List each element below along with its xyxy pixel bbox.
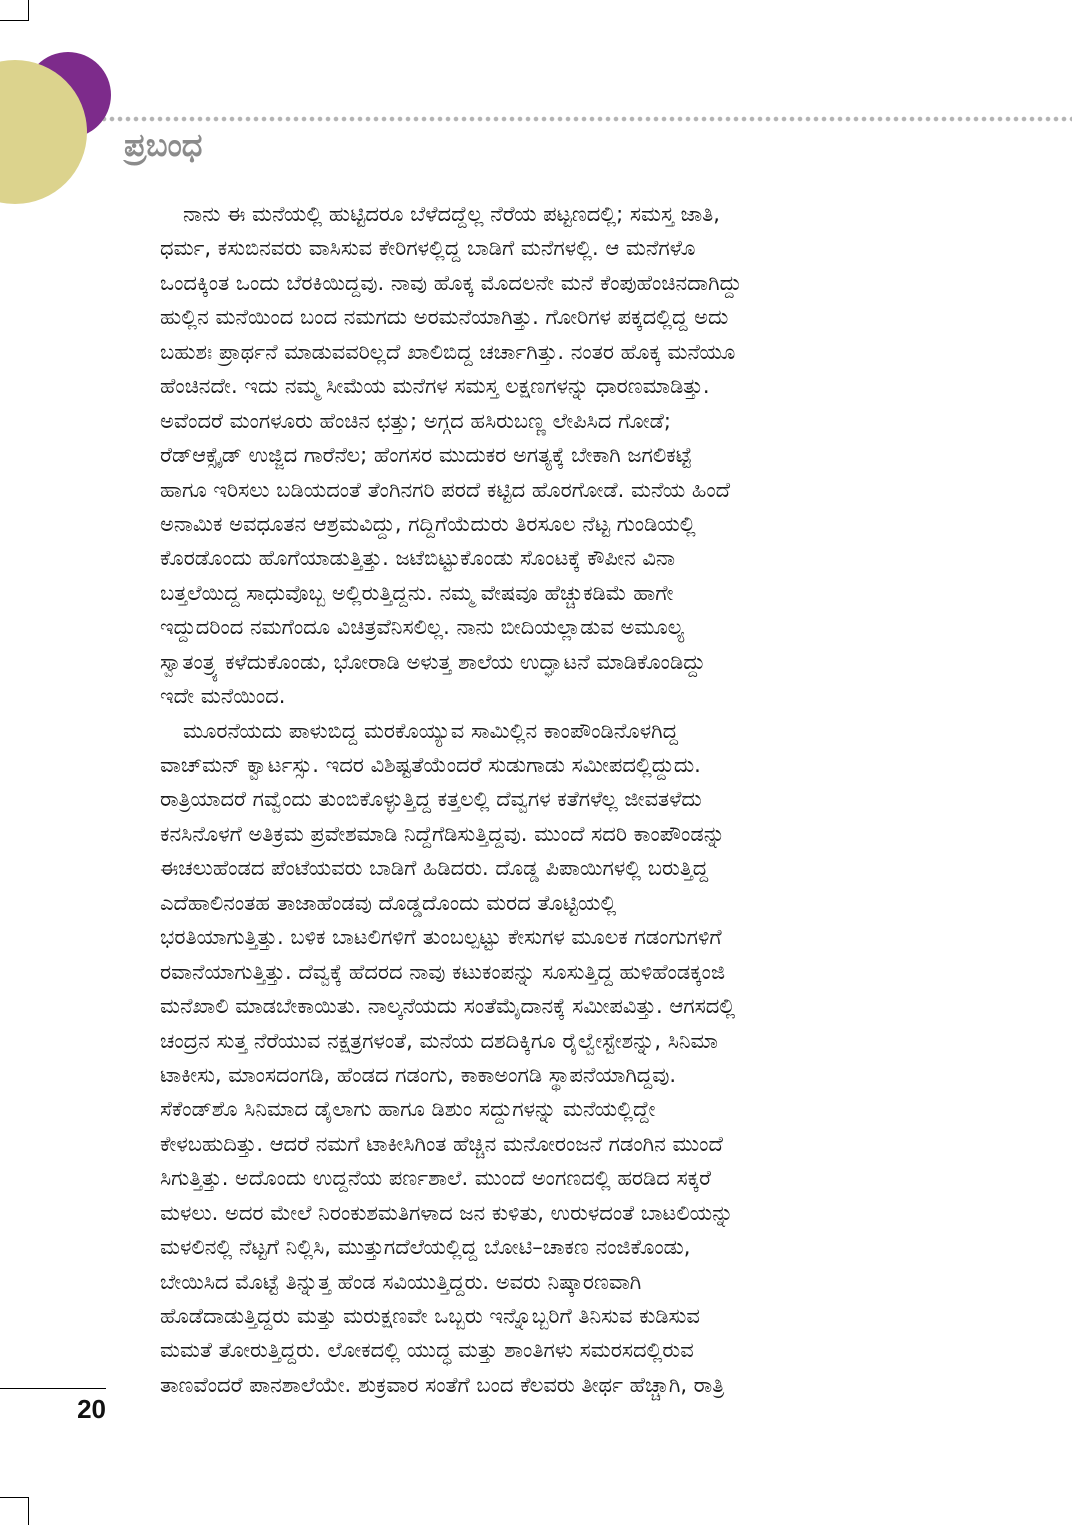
text-line: ರಾತ್ರಿಯಾದರೆ ಗವ್ವೆಂದು ತುಂಬಿಕೊಳ್ಳುತ್ತಿದ್ದ ಕತ್ತಲಲ್ಲಿ ದೆವ್ವಗಳ ಕತೆಗಳೆಲ್ಲ ಜೀವತಳೆದು (160, 787, 702, 812)
text-line: ಅವೆಂದರೆ ಮಂಗಳೂರು ಹೆಂಚಿನ ಛತ್ತು; ಅಗ್ಗದ ಹಸಿರುಬಣ್ಣ ಲೇಪಿಸಿದ ಗೋಡೆ; (160, 408, 671, 433)
text-line: ಇದೇ ಮನೆಯಿಂದ. (160, 684, 286, 709)
crop-mark-bottom-left (0, 1497, 29, 1498)
body-text (160, 197, 895, 1402)
text-line: ಮಳಲು. ಅದರ ಮೇಲೆ ನಿರಂಕುಶಮತಿಗಳಾದ ಜನ ಕುಳಿತು, ಉರುಳದಂತೆ ಬಾಟಲಿಯನ್ನು (160, 1200, 734, 1225)
text-line: ಬೇಯಿಸಿದ ಮೊಟ್ಟೆ ತಿನ್ನುತ್ತ ಹೆಂಡ ಸವಿಯುತ್ತಿದ್ದರು. ಅವರು ನಿಷ್ಕಾರಣವಾಗಿ (160, 1269, 642, 1294)
text-line: ಕೊರಡೊಂದು ಹೊಗೆಯಾಡುತ್ತಿತ್ತು. ಜಟೆಬಿಟ್ಟುಕೊಂಡು ಸೊಂಟಕ್ಕೆ ಕೌಪೀನ ವಿನಾ (160, 546, 676, 571)
crop-mark-bottom-left (28, 1497, 29, 1525)
text-line: ರೆಡ್‌ಆಕ್ಸೈಡ್ ಉಜ್ಜಿದ ಗಾರೆನೆಲ; ಹೆಂಗಸರ ಮುದುಕರ ಅಗತ್ಯಕ್ಕೆ ಬೇಕಾಗಿ ಜಗಲಿಕಟ್ಟೆ (160, 443, 692, 468)
text-line: ಸೆಕೆಂಡ್‌ಶೊ ಸಿನಿಮಾದ ಡೈಲಾಗು ಹಾಗೂ ಡಿಶುಂ ಸದ್ದುಗಳನ್ನು ಮನೆಯಲ್ಲಿದ್ದೇ (160, 1097, 656, 1122)
text-line: ನಾನು ಈ ಮನೆಯಲ್ಲಿ ಹುಟ್ಟಿದರೂ ಬೆಳೆದದ್ದೆಲ್ಲ ನೆರೆಯ ಪಟ್ಟಣದಲ್ಲಿ; ಸಮಸ್ತ ಜಾತಿ, (183, 202, 720, 226)
text-line: ಸಿಗುತ್ತಿತ್ತು. ಅದೊಂದು ಉದ್ದನೆಯ ಪರ್ಣಶಾಲೆ. ಮುಂದೆ ಅಂಗಣದಲ್ಲಿ ಹರಡಿದ ಸಕ್ಕರೆ (160, 1166, 712, 1191)
text-line: ಹಾಗೂ ಇರಿಸಲು ಬಡಿಯದಂತೆ ತೆಂಗಿನಗರಿ ಪರದೆ ಕಟ್ಟಿದ ಹೊರಗೋಡೆ. ಮನೆಯ ಹಿಂದೆ (160, 477, 731, 502)
text-line: ಭರತಿಯಾಗುತ್ತಿತ್ತು. ಬಳಿಕ ಬಾಟಲಿಗಳಿಗೆ ತುಂಬಲ್ಪಟ್ಟು ಕೇಸುಗಳ ಮೂಲಕ ಗಡಂಗುಗಳಿಗೆ (160, 925, 722, 950)
text-line: ಈಚಲುಹೆಂಡದ ಪೆಂಟೆಯವರು ಬಾಡಿಗೆ ಹಿಡಿದರು. ದೊಡ್ಡ ಪಿಪಾಯಿಗಳಲ್ಲಿ ಬರುತ್ತಿದ್ದ (160, 856, 709, 881)
text-line: ಸ್ವಾತಂತ್ರ್ಯ ಕಳೆದುಕೊಂಡು, ಭೋರಾಡಿ ಅಳುತ್ತ ಶಾಲೆಯ ಉದ್ಘಾಟನೆ ಮಾಡಿಕೊಂಡಿದ್ದು (160, 649, 706, 674)
dotted-rule (100, 115, 1072, 123)
text-line: ರವಾನೆಯಾಗುತ್ತಿತ್ತು. ದೆವ್ವಕ್ಕೆ ಹೆದರದ ನಾವು ಕಟುಕಂಪನ್ನು ಸೂಸುತ್ತಿದ್ದ ಹುಳಿಹೆಂಡಕ್ಕಂಜಿ (160, 959, 726, 984)
text-line: ಟಾಕೀಸು, ಮಾಂಸದಂಗಡಿ, ಹೆಂಡದ ಗಡಂಗು, ಕಾಕಾಅಂಗಡಿ ಸ್ಥಾಪನೆಯಾಗಿದ್ದವು. (160, 1062, 677, 1087)
text-line: ಮಳಲಿನಲ್ಲಿ ನೆಟ್ಟಗೆ ನಿಲ್ಲಿಸಿ, ಮುತ್ತುಗದೆಲೆಯಲ್ಲಿದ್ದ ಬೋಟಿ–ಚಾಕಣ ನಂಜಿಕೊಂಡು, (160, 1235, 691, 1260)
text-line: ಕನಸಿನೊಳಗೆ ಅತಿಕ್ರಮ ಪ್ರವೇಶಮಾಡಿ ನಿದ್ದೆಗೆಡಿಸುತ್ತಿದ್ದವು. ಮುಂದೆ ಸದರಿ ಕಾಂಪೌಂಡನ್ನು (160, 821, 725, 846)
text-line: ಧರ್ಮ, ಕಸುಬಿನವರು ವಾಸಿಸುವ ಕೇರಿಗಳಲ್ಲಿದ್ದ ಬಾಡಿಗೆ ಮನೆಗಳಲ್ಲಿ. ಆ ಮನೆಗಳೊ (160, 236, 696, 261)
page-number: 20 (77, 1394, 106, 1424)
footer-rule (0, 1388, 106, 1389)
section-heading: ಪ್ರಬಂಧ (124, 126, 203, 164)
text-line: ಹೊಡೆದಾಡುತ್ತಿದ್ದರು ಮತ್ತು ಮರುಕ್ಷಣವೇ ಒಬ್ಬರು ಇನ್ನೊಬ್ಬರಿಗೆ ತಿನಿಸುವ ಕುಡಿಸುವ (160, 1304, 700, 1328)
paragraph (160, 714, 895, 1403)
paragraph (160, 197, 895, 714)
text-line: ಬಹುಶಃ ಪ್ರಾರ್ಥನೆ ಮಾಡುವವರಿಲ್ಲದೆ ಖಾಲಿಬಿದ್ದ ಚರ್ಚಾಗಿತ್ತು. ನಂತರ ಹೊಕ್ಕ ಮನೆಯೂ (160, 339, 736, 364)
text-line: ಮನೆಖಾಲಿ ಮಾಡಬೇಕಾಯಿತು. ನಾಲ್ಕನೆಯದು ಸಂತೆಮೈದಾನಕ್ಕೆ ಸಮೀಪವಿತ್ತು. ಆಗಸದಲ್ಲಿ (160, 994, 736, 1019)
text-line: ಕೇಳಬಹುದಿತ್ತು. ಆದರೆ ನಮಗೆ ಟಾಕೀಸಿಗಿಂತ ಹೆಚ್ಚಿನ ಮನೋರಂಜನೆ ಗಡಂಗಿನ ಮುಂದೆ (160, 1131, 723, 1156)
text-line: ಬತ್ತಲೆಯಿದ್ದ ಸಾಧುವೊಬ್ಬ ಅಲ್ಲಿರುತ್ತಿದ್ದನು. ನಮ್ಮ ವೇಷವೂ ಹೆಚ್ಚುಕಡಿಮೆ ಹಾಗೇ (160, 580, 674, 605)
text-line: ಇದ್ದುದರಿಂದ ನಮಗೆಂದೂ ವಿಚಿತ್ರವೆನಿಸಲಿಲ್ಲ. ನಾನು ಬೀದಿಯಲ್ಲಾಡುವ ಅಮೂಲ್ಯ (160, 615, 685, 640)
crop-mark-top-left (28, 0, 29, 20)
text-line: ಅನಾಮಿಕ ಅವಧೂತನ ಆಶ್ರಮವಿದ್ದು, ಗದ್ದಿಗೆಯೆದುರು ತಿರಸೂಲ ನೆಟ್ಟ ಗುಂಡಿಯಲ್ಲಿ (160, 511, 696, 536)
text-line: ಚಂದ್ರನ ಸುತ್ತ ನೆರೆಯುವ ನಕ್ಷತ್ರಗಳಂತೆ, ಮನೆಯ ದಶದಿಕ್ಕಿಗೂ ರೈಲ್ವೇಸ್ಟೇಶನ್ನು, ಸಿನಿಮಾ (160, 1028, 718, 1053)
text-line: ಹೆಂಚಿನದೇ. ಇದು ನಮ್ಮ ಸೀಮೆಯ ಮನೆಗಳ ಸಮಸ್ತ ಲಕ್ಷಣಗಳನ್ನು ಧಾರಣಮಾಡಿತ್ತು. (160, 374, 710, 399)
text-line: ಮಮತೆ ತೋರುತ್ತಿದ್ದರು. ಲೋಕದಲ್ಲಿ ಯುದ್ಧ ಮತ್ತು ಶಾಂತಿಗಳು ಸಮರಸದಲ್ಲಿರುವ (160, 1338, 694, 1363)
text-line: ಎದೆಹಾಲಿನಂತಹ ತಾಜಾಹೆಂಡವು ದೊಡ್ಡದೊಂದು ಮರದ ತೊಟ್ಟಿಯಲ್ಲಿ (160, 890, 617, 915)
text-line: ತಾಣವೆಂದರೆ ಪಾನಶಾಲೆಯೇ. ಶುಕ್ರವಾರ ಸಂತೆಗೆ ಬಂದ ಕೆಲವರು ತೀರ್ಥ ಹೆಚ್ಚಾಗಿ, ರಾತ್ರಿ (160, 1372, 725, 1397)
text-line: ಒಂದಕ್ಕಿಂತ ಒಂದು ಬೆರಕಿಯಿದ್ದವು. ನಾವು ಹೊಕ್ಕ ಮೊದಲನೇ ಮನೆ ಕೆಂಪುಹೆಂಚಿನದಾಗಿದ್ದು (160, 270, 742, 295)
text-line: ಹುಲ್ಲಿನ ಮನೆಯಿಂದ ಬಂದ ನಮಗದು ಅರಮನೆಯಾಗಿತ್ತು. ಗೋರಿಗಳ ಪಕ್ಕದಲ್ಲಿದ್ದ ಅದು (160, 305, 729, 330)
text-line: ಮೂರನೆಯದು ಪಾಳುಬಿದ್ದ ಮರಕೊಯ್ಯುವ ಸಾಮಿಲ್ಲಿನ ಕಾಂಪೌಂಡಿನೊಳಗಿದ್ದ (183, 718, 679, 743)
text-line: ವಾಚ್‌ಮನ್ ಕ್ವಾರ್ಟಸ್ಸು. ಇದರ ವಿಶಿಷ್ಟತೆಯೆಂದರೆ ಸುಡುಗಾಡು ಸಮೀಪದಲ್ಲಿದ್ದುದು. (160, 753, 701, 777)
crop-mark-top-left (0, 20, 29, 21)
